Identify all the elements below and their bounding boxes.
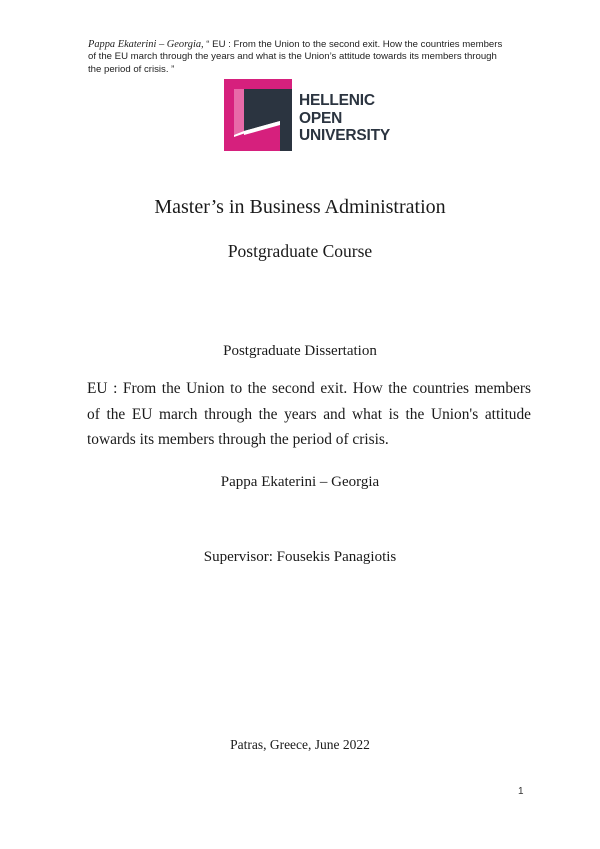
course-title: Postgraduate Course <box>227 241 373 261</box>
dissertation-title-line: towards its members through the period of crisis. <box>87 431 389 448</box>
running-header-title: “ EU : From the Union to the second exit. How the countries members of the EU march through the years and what is the Union’s attitude towards its members through the period of crisis. ” <box>88 39 503 75</box>
logo-line-open: OPEN <box>299 109 343 127</box>
dissertation-type: Postgraduate Dissertation <box>223 343 377 359</box>
logo-wordmark <box>299 92 390 145</box>
page-number: 1 <box>518 786 524 797</box>
dissertation-author: Pappa Ekaterini – Georgia <box>220 474 380 490</box>
dissertation-title <box>87 376 531 453</box>
supervisor: Supervisor: Fousekis Panagiotis <box>203 549 397 565</box>
running-header-author: Pappa Ekaterini – Georgia, <box>88 39 204 50</box>
degree-title: Master’s in Business Administration <box>154 196 446 218</box>
running-header <box>88 39 508 76</box>
dissertation-title-line: EU : From the Union to the second exit. How the countries members <box>87 380 531 397</box>
logo-line-university: UNIVERSITY <box>299 127 391 144</box>
logo-line-hellenic: HELLENIC <box>299 92 375 109</box>
dissertation-title-line: of the EU march through the years and what is the Union's attitude <box>87 405 531 423</box>
place-date: Patras, Greece, June 2022 <box>230 737 370 752</box>
